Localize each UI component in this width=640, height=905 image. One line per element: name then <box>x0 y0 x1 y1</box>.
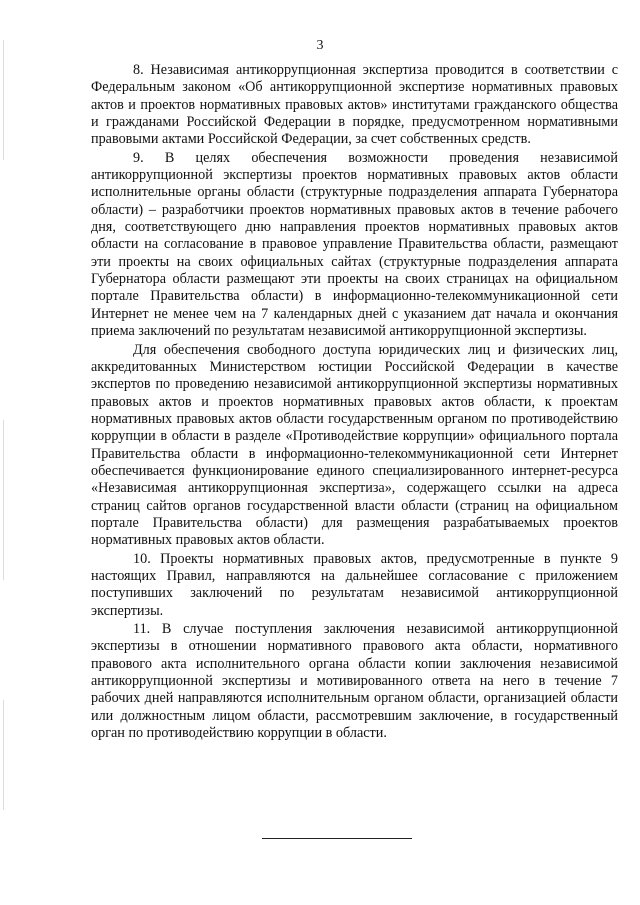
scan-edge-mark <box>3 700 4 810</box>
document-body <box>91 62 618 743</box>
paragraph-10: 10. Проекты нормативных правовых актов, предусмотренные в пункте 9 настоящих Правил, направляются на дальнейшее согласование с приложением поступивших заключений по результатам независимой антикоррупционной экспертизы. <box>91 550 618 619</box>
paragraph-9: 9. В целях обеспечения возможности проведения независимой антикоррупционной экспертизы проектов нормативных правовых актов области исполнительные органы области (структурные подразделения аппарата Губернатора области) – разработчики проектов нормативных правовых актов в течение рабочего дня, соответствующего дню направления проектов нормативных правовых актов области на согласование в правовое управление Правительства области, размещают эти проекты на своих официальных сайтах (структурные подразделения аппарата Губернатора области размещают эти проекты на своих страницах на официальном портале Правительства области) в информационно-телекоммуникационной сети Интернет не менее чем на 7 календарных дней с указанием дат начала и окончания приема заключений по результатам независимой антикоррупционной экспертизы. <box>91 149 618 340</box>
paragraph-9-continuation: Для обеспечения свободного доступа юридических лиц и физических лиц, аккредитованных Министерством юстиции Российской Федерации в качестве экспертов по проведению независимой антикоррупционной экспертизы нормативных правовых актов и проектов нормативных правовых актов области, к проектам нормативных правовых актов области государственным органом по противодействию коррупции в области в разделе «Противодействие коррупции» официального портала Правительства области в информационно-телекоммуникационной сети Интернет обеспечивается функционирование единого специализированного интернет-ресурса «Независимая антикоррупционная экспертиза», содержащего ссылки на адреса страниц сайтов органов государственной власти области (страниц на официальном портале Правительства области) для размещения разрабатываемых проектов нормативных правовых актов области. <box>91 341 618 549</box>
scan-edge-mark <box>3 40 4 160</box>
page-number: 3 <box>316 38 324 53</box>
paragraph-8: 8. Независимая антикоррупционная экспертиза проводится в соответствии с Федеральным законом «Об антикоррупционной экспертизе нормативных правовых актов и проектов нормативных правовых актов» институтами гражданского общества и гражданами Российской Федерации в порядке, предусмотренном нормативными правовыми актами Российской Федерации, за счет собственных средств. <box>91 62 618 148</box>
scan-edge-mark <box>3 420 4 580</box>
closing-rule <box>262 838 412 839</box>
paragraph-11: 11. В случае поступления заключения независимой антикоррупционной экспертизы в отношении нормативного правового акта области, нормативного правового акта исполнительного органа области копии заключения независимой антикоррупционной экспертизы и мотивированного ответа на него в течение 7 рабочих дней направляются исполнительным органом области, организацией области или должностным лицом области, рассмотревшим заключение, в государственный орган по противодействию коррупции в области. <box>91 621 618 742</box>
